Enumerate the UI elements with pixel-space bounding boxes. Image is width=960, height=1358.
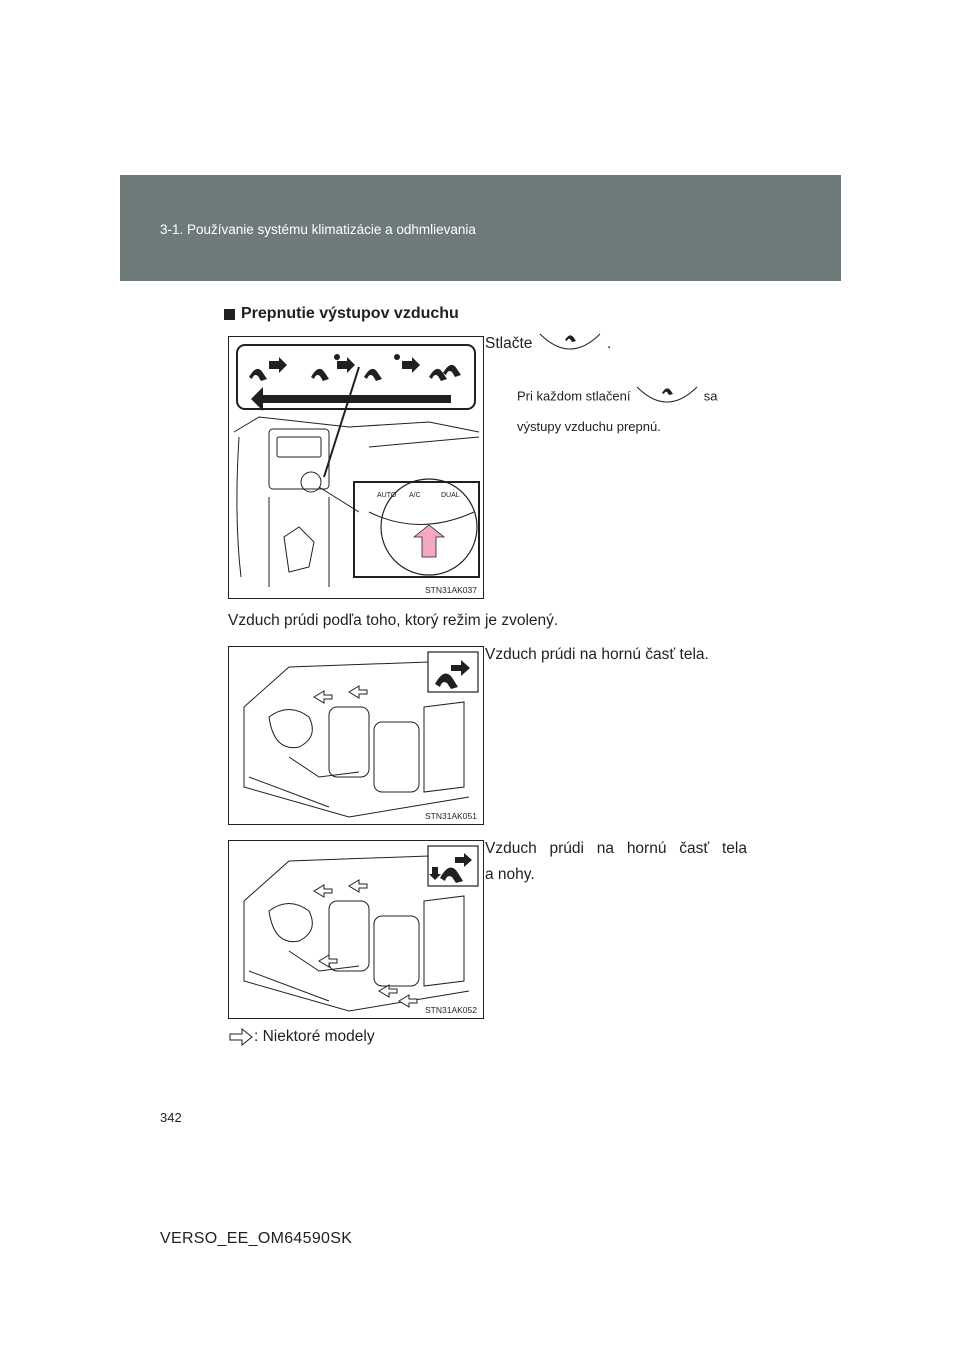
page-number: 342 xyxy=(160,1110,182,1125)
square-bullet-icon xyxy=(224,309,235,320)
figure-code: STN31AK037 xyxy=(425,585,477,595)
cabin-illustration-bilevel xyxy=(229,841,483,1018)
figure-face-mode xyxy=(228,646,484,825)
auto-button-label: AUTO xyxy=(377,492,397,499)
section-title-text: Prepnutie výstupov vzduchu xyxy=(241,305,459,322)
press-note xyxy=(517,383,717,411)
breadcrumb: 3-1. Používanie systému klimatizácie a odhmlievania xyxy=(160,222,476,237)
mode-bilevel-text-line2: a nohy. xyxy=(485,866,535,883)
note-prefix: Pri každom stlačení xyxy=(517,388,631,404)
mode-bilevel-text-line1: Vzduch prúdi na hornú časť tela xyxy=(485,840,747,857)
cabin-illustration-face xyxy=(229,647,483,824)
legend-text: : Niektoré modely xyxy=(254,1028,375,1045)
ac-button-label: A/C xyxy=(409,492,421,499)
mode-button-icon xyxy=(537,330,603,358)
press-prefix: Stlačte xyxy=(485,335,533,353)
figure-code: STN31AK052 xyxy=(425,1005,477,1015)
note-suffix: sa xyxy=(703,388,718,404)
figure-bilevel-mode xyxy=(228,840,484,1019)
dual-button-label: DUAL xyxy=(441,492,460,499)
figure-control-panel xyxy=(228,336,484,599)
mode-button-icon xyxy=(634,383,700,411)
mode-face-text: Vzduch prúdi na hornú časť tela. xyxy=(485,646,709,663)
footer-code: VERSO_EE_OM64590SK xyxy=(160,1230,353,1247)
note-line2: výstupy vzduchu prepnú. xyxy=(517,419,661,434)
section-title xyxy=(224,305,459,323)
intro-text: Vzduch prúdi podľa toho, ktorý režim je zvolený. xyxy=(228,612,559,629)
figure-code: STN31AK051 xyxy=(425,811,477,821)
press-suffix: . xyxy=(607,335,612,353)
press-instruction xyxy=(485,330,611,358)
arrow-icon xyxy=(228,1028,254,1046)
control-panel-illustration xyxy=(229,337,483,598)
legend xyxy=(228,1024,375,1050)
